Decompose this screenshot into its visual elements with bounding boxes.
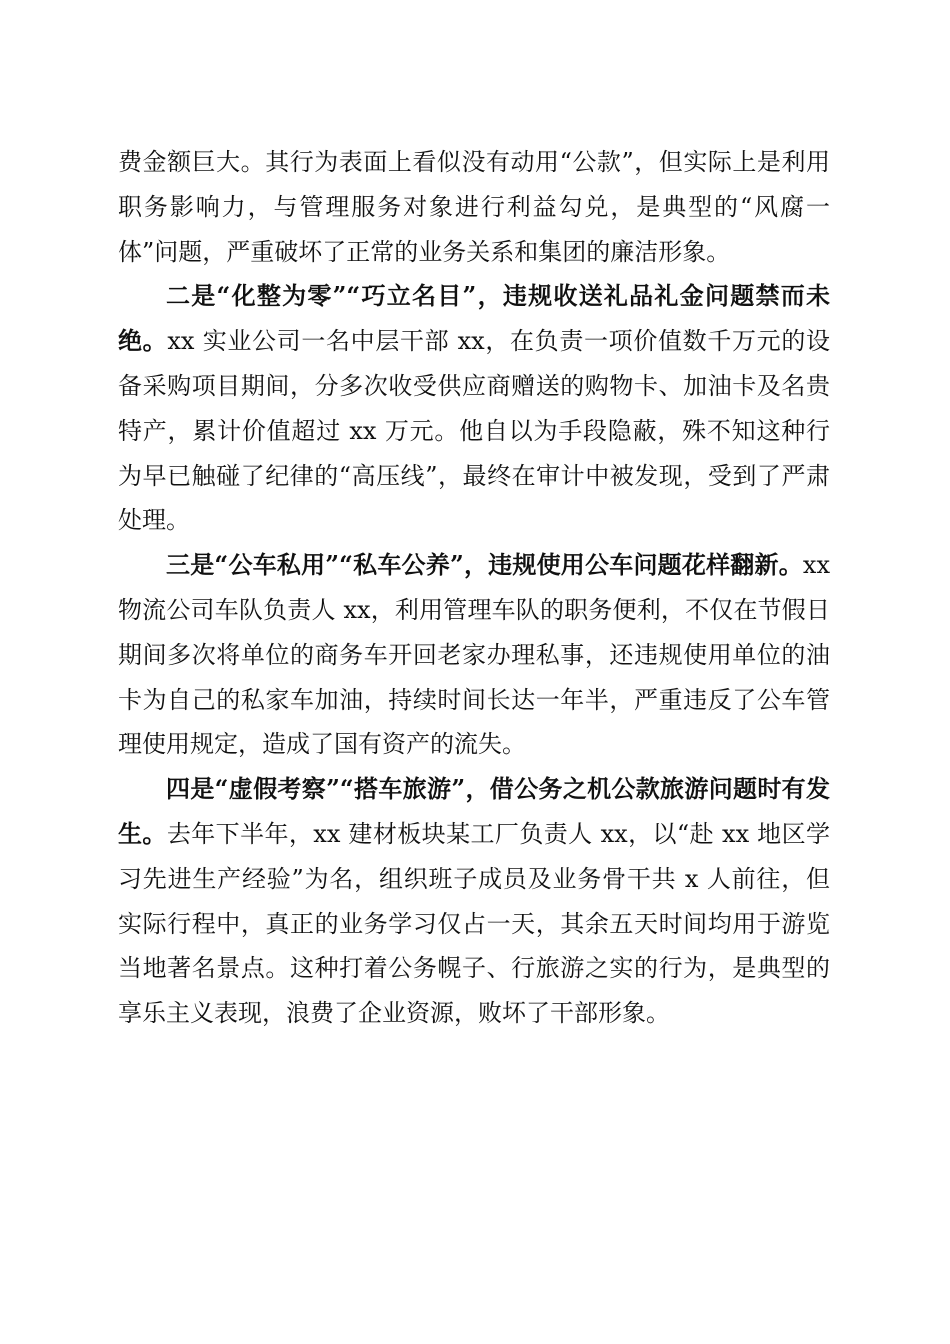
- paragraph-heading: 二是“化整为零”“巧立名目”，违规收送礼品礼金问题禁而未绝。: [118, 281, 830, 356]
- document-body: [118, 140, 830, 1036]
- paragraph-heading: 四是“虚假考察”“搭车旅游”，借公务之机公款旅游问题时有发生。: [118, 774, 830, 848]
- paragraph-text: 去年下半年，xx 建材板块某工厂负责人 xx，以“赴 xx 地区学习先进生产经验”为名，组织班子成员及业务骨干共 x 人前往，但实际行程中，真正的业务学习仅占一天，其余五天时间均用于游览当地著名景点。这种打着公务幌子、行旅游之实的行为，是典型的享乐主义表现，浪费了企业资源，败坏了干部形象。: [118, 819, 830, 1028]
- paragraph-fake-inspection: [118, 767, 830, 1036]
- paragraph-text: xx 实业公司一名中层干部 xx，在负责一项价值数千万元的设备采购项目期间，分多次收受供应商赠送的购物卡、加油卡及名贵特产，累计价值超过 xx 万元。他自以为手段隐蔽，殊不知这种行为早已触碰了纪律的“高压线”，最终在审计中被发现，受到了严肃处理。: [118, 327, 830, 535]
- paragraph-heading: 三是“公车私用”“私车公养”，违规使用公车问题花样翻新。: [166, 550, 803, 580]
- paragraph-official-cars: [118, 543, 830, 767]
- paragraph-text: xx 物流公司车队负责人 xx，利用管理车队的职务便利，不仅在节假日期间多次将单位的商务车开回老家办理私事，还违规使用单位的油卡为自己的私家车加油，持续时间长达一年半，严重违反了公车管理使用规定，造成了国有资产的流失。: [118, 551, 830, 759]
- paragraph-continuation: [118, 140, 830, 274]
- paragraph-gifts: [118, 274, 830, 543]
- paragraph-text: 费金额巨大。其行为表面上看似没有动用“公款”，但实际上是利用职务影响力，与管理服务对象进行利益勾兑，是典型的“风腐一体”问题，严重破坏了正常的业务关系和集团的廉洁形象。: [118, 148, 830, 266]
